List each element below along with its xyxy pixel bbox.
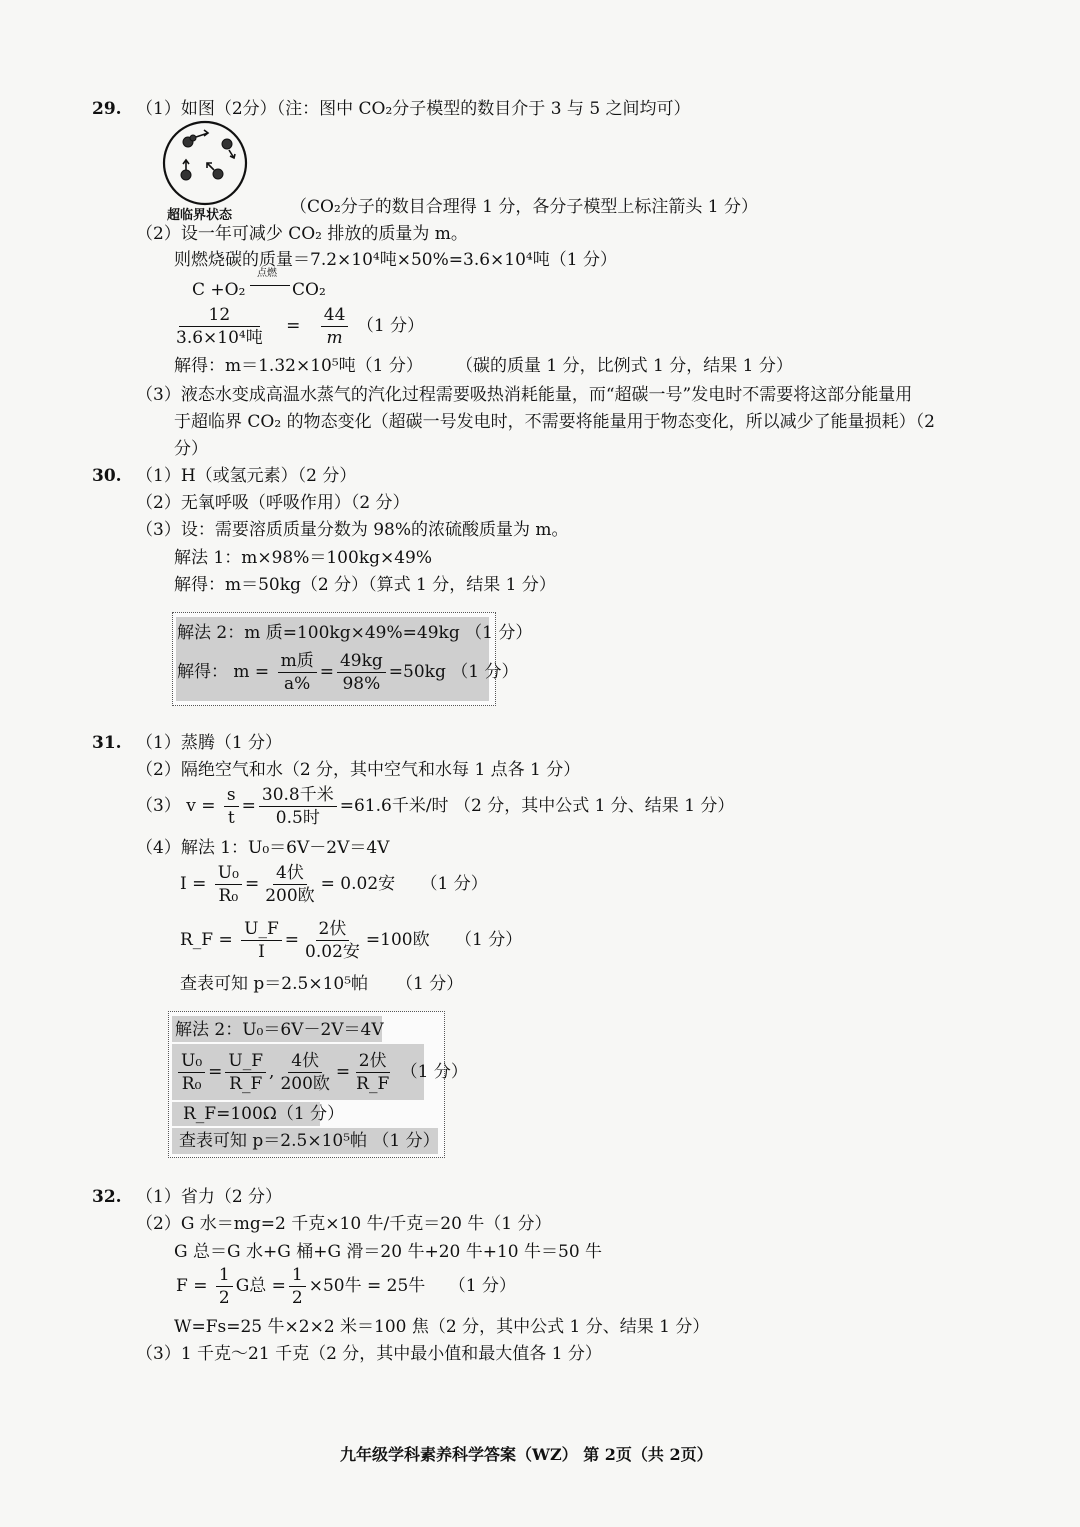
resistance-prefix: R_F = [180, 930, 233, 950]
box-b-den: R_F [229, 1074, 263, 1094]
q31-solution2-line1: 解法 2：U₀＝6V－2V＝4V [175, 1020, 384, 1040]
box-suffix: =50kg （1 分） [388, 662, 519, 682]
reaction-right: CO₂ [292, 280, 326, 300]
box-frac2-den: 98% [342, 674, 381, 694]
q32-force [176, 1262, 516, 1310]
q29-part3-line2: 于超临界 CO₂ 的物态变化（超碳一号发电时，不需要将能量用于物态变化，所以减少了能量损耗）（2 [174, 412, 935, 432]
current-score: （1 分） [420, 874, 488, 894]
q30-solution1-result: 解得：m＝50kg（2 分）（算式 1 分，结果 1 分） [174, 575, 556, 595]
speed-prefix: （3） v = [136, 796, 216, 816]
q30-solution2-line1: 解法 2：m 质=100kg×49%=49kg （1 分） [177, 623, 533, 643]
current-suffix: = 0.02安 [320, 874, 396, 894]
diagram-label: 超临界状态 [167, 208, 233, 223]
reaction-arrow [250, 285, 290, 286]
q31-part2: （2）隔绝空气和水（2 分，其中空气和水每 1 点各 1 分） [136, 760, 581, 780]
q31-solution2-box [168, 1011, 468, 1158]
q32-total-weight: G 总＝G 水+G 桶+G 滑＝20 牛+20 牛+10 牛＝50 牛 [174, 1242, 603, 1262]
q32-work: W=Fs=25 牛×2×2 米＝100 焦（2 分，其中公式 1 分、结果 1 分） [174, 1317, 710, 1337]
question-number-30: 30. [92, 466, 122, 486]
q31-current: I = $\frac{\text{U₀}}{\text{R₀}}$ = $\frac{\text{4伏}}{\text{200欧}}$ = 0.02安 （1 分） [180, 863, 488, 906]
q29-result-note: （碳的质量 1 分，比例式 1 分，结果 1 分） [456, 356, 793, 376]
speed-frac1-den: t [227, 808, 235, 828]
q30-part2: （2）无氧呼吸（呼吸作用）（2 分） [136, 493, 410, 513]
current-frac1-num: U₀ [215, 862, 242, 885]
box-b-num: U_F [225, 1050, 266, 1073]
q32-part2: （2）G 水＝mg=2 千克×10 牛/千克＝20 牛（1 分） [136, 1214, 552, 1234]
q29-part1: （1）如图（2分）（注：图中 CO₂分子模型的数目介于 3 与 5 之间均可） [136, 99, 691, 119]
q31-solution2-line3: R_F=100Ω（1 分） [183, 1104, 345, 1124]
ratio-num-2: 44 [321, 304, 349, 327]
question-number-32: 32. [92, 1187, 122, 1207]
q30-part3: （3）设：需要溶质质量分数为 98%的浓硫酸质量为 m。 [136, 520, 569, 540]
resistance-frac2-num: 2伏 [316, 918, 350, 941]
q29-ratio: $\frac{12}{\text{3.6×10⁴吨}}$ = $\frac{44}{m}$ （1 分） [170, 304, 424, 349]
box-frac1-den: a% [283, 674, 311, 694]
force-prefix: F = [176, 1276, 208, 1296]
resistance-frac2-den: 0.02安 [305, 942, 360, 962]
force-frac2-den: 2 [291, 1288, 303, 1308]
box-a-num: U₀ [178, 1050, 205, 1073]
question-number-29: 29. [92, 99, 122, 119]
box-frac1-num: m质 [278, 650, 317, 673]
box-frac2-num: 49kg [337, 650, 386, 673]
current-frac2-den: 200欧 [265, 886, 315, 906]
reaction-left: C +O₂ [192, 280, 246, 300]
speed-frac2-den: 0.5时 [275, 808, 320, 828]
q32-part3: （3）1 千克～21 千克（2 分，其中最小值和最大值各 1 分） [136, 1344, 602, 1364]
question-number-31: 31. [92, 733, 122, 753]
q31-part4: （4）解法 1：U₀＝6V－2V＝4V [136, 838, 390, 858]
q29-carbon-mass: 则燃烧碳的质量＝7.2×10⁴吨×50%=3.6×10⁴吨（1 分） [174, 250, 617, 270]
q31-part1: （1）蒸腾（1 分） [136, 733, 283, 753]
ratio-den-2: m [326, 328, 343, 348]
force-suffix: ×50牛 = 25牛 [308, 1276, 426, 1296]
q29-part3-line1: （3）液态水变成高温水蒸气的汽化过程需要吸热消耗能量，而“超碳一号”发电时不需要将这部分能量用 [136, 385, 913, 405]
q31-solution2-line4: 查表可知 p＝2.5×10⁵帕 （1 分） [179, 1131, 440, 1151]
current-frac1-den: R₀ [218, 886, 239, 906]
speed-note: （2 分，其中公式 1 分、结果 1 分） [453, 796, 735, 816]
resistance-frac1-num: U_F [241, 918, 282, 941]
ratio-num-1: 12 [179, 304, 261, 327]
box-line2-score: （1 分） [400, 1062, 468, 1082]
q31-table-score: （1 分） [396, 974, 464, 994]
q29-part1-note: （CO₂分子的数目合理得 1 分，各分子模型上标注箭头 1 分） [290, 197, 759, 217]
ratio-den-1: 3.6×10⁴吨 [176, 328, 263, 348]
q31-resistance: R_F = $\frac{U\_F}{I}$ = $\frac{\text{2伏}}{\text{0.02安}}$ =100欧 （1 分） [180, 919, 523, 962]
q30-part1: （1）H（或氢元素）（2 分） [136, 466, 357, 486]
q32-part1: （1）省力（2 分） [136, 1187, 283, 1207]
q29-part2: （2）设一年可减少 CO₂ 排放的质量为 m。 [136, 224, 468, 244]
page-footer: 九年级学科素养科学答案（WZ） 第 2页（共 2页） [340, 1445, 713, 1464]
force-mid: G总 = [235, 1276, 286, 1296]
q31-solution2-line2: $\frac{\text{U₀}}{\text{R₀}}$ = $\frac{U\_F}{R\_F}$ , $\frac{\text{4伏}}{\text{200欧}}$ = $\frac{\text{2伏}}{R\_F}$ （1 分） [175, 1048, 468, 1096]
reaction-condition: 点燃 [257, 268, 277, 279]
current-frac2-num: 4伏 [273, 862, 307, 885]
box-d-den: R_F [356, 1074, 390, 1094]
supercritical-co2-diagram [160, 120, 252, 212]
speed-frac2-num: 30.8千米 [259, 784, 337, 807]
q30-solution2-box [172, 612, 533, 706]
resistance-frac1-den: I [258, 942, 265, 962]
box-c-num: 4伏 [288, 1050, 322, 1073]
box-a-den: R₀ [181, 1074, 202, 1094]
force-score: （1 分） [448, 1276, 516, 1296]
q31-part3: （3） v = $\frac{s}{t}$ = $\frac{\text{30.8千米}}{\text{0.5时}}$ =61.6千米/时 （2 分，其中公式 1 分、结果 1 分） [136, 785, 735, 828]
force-frac1-num: 1 [216, 1264, 233, 1287]
q29-result: 解得：m＝1.32×10⁵吨（1 分） [174, 356, 423, 376]
current-prefix: I = [180, 874, 207, 894]
box-d-num: 2伏 [356, 1050, 390, 1073]
q31-table-lookup: 查表可知 p＝2.5×10⁵帕 [180, 974, 369, 994]
ratio-score: （1 分） [356, 316, 425, 336]
q30-solution2-line2: 解得： m = $\frac{\text{m质}}{a\%}$ = $\frac{49kg}{98\%}$ =50kg （1 分） [177, 651, 519, 694]
box-c-den: 200欧 [280, 1074, 330, 1094]
force-frac2-num: 1 [289, 1264, 306, 1287]
resistance-suffix: =100欧 [365, 930, 430, 950]
resistance-score: （1 分） [455, 930, 523, 950]
q30-solution1: 解法 1：m×98%＝100kg×49% [174, 548, 433, 568]
q29-part3-line3: 分） [174, 439, 208, 459]
force-frac1-den: 2 [218, 1288, 230, 1308]
speed-frac1-num: s [224, 784, 239, 807]
speed-suffix: =61.6千米/时 [339, 796, 449, 816]
box-prefix: 解得： m = [177, 662, 270, 682]
